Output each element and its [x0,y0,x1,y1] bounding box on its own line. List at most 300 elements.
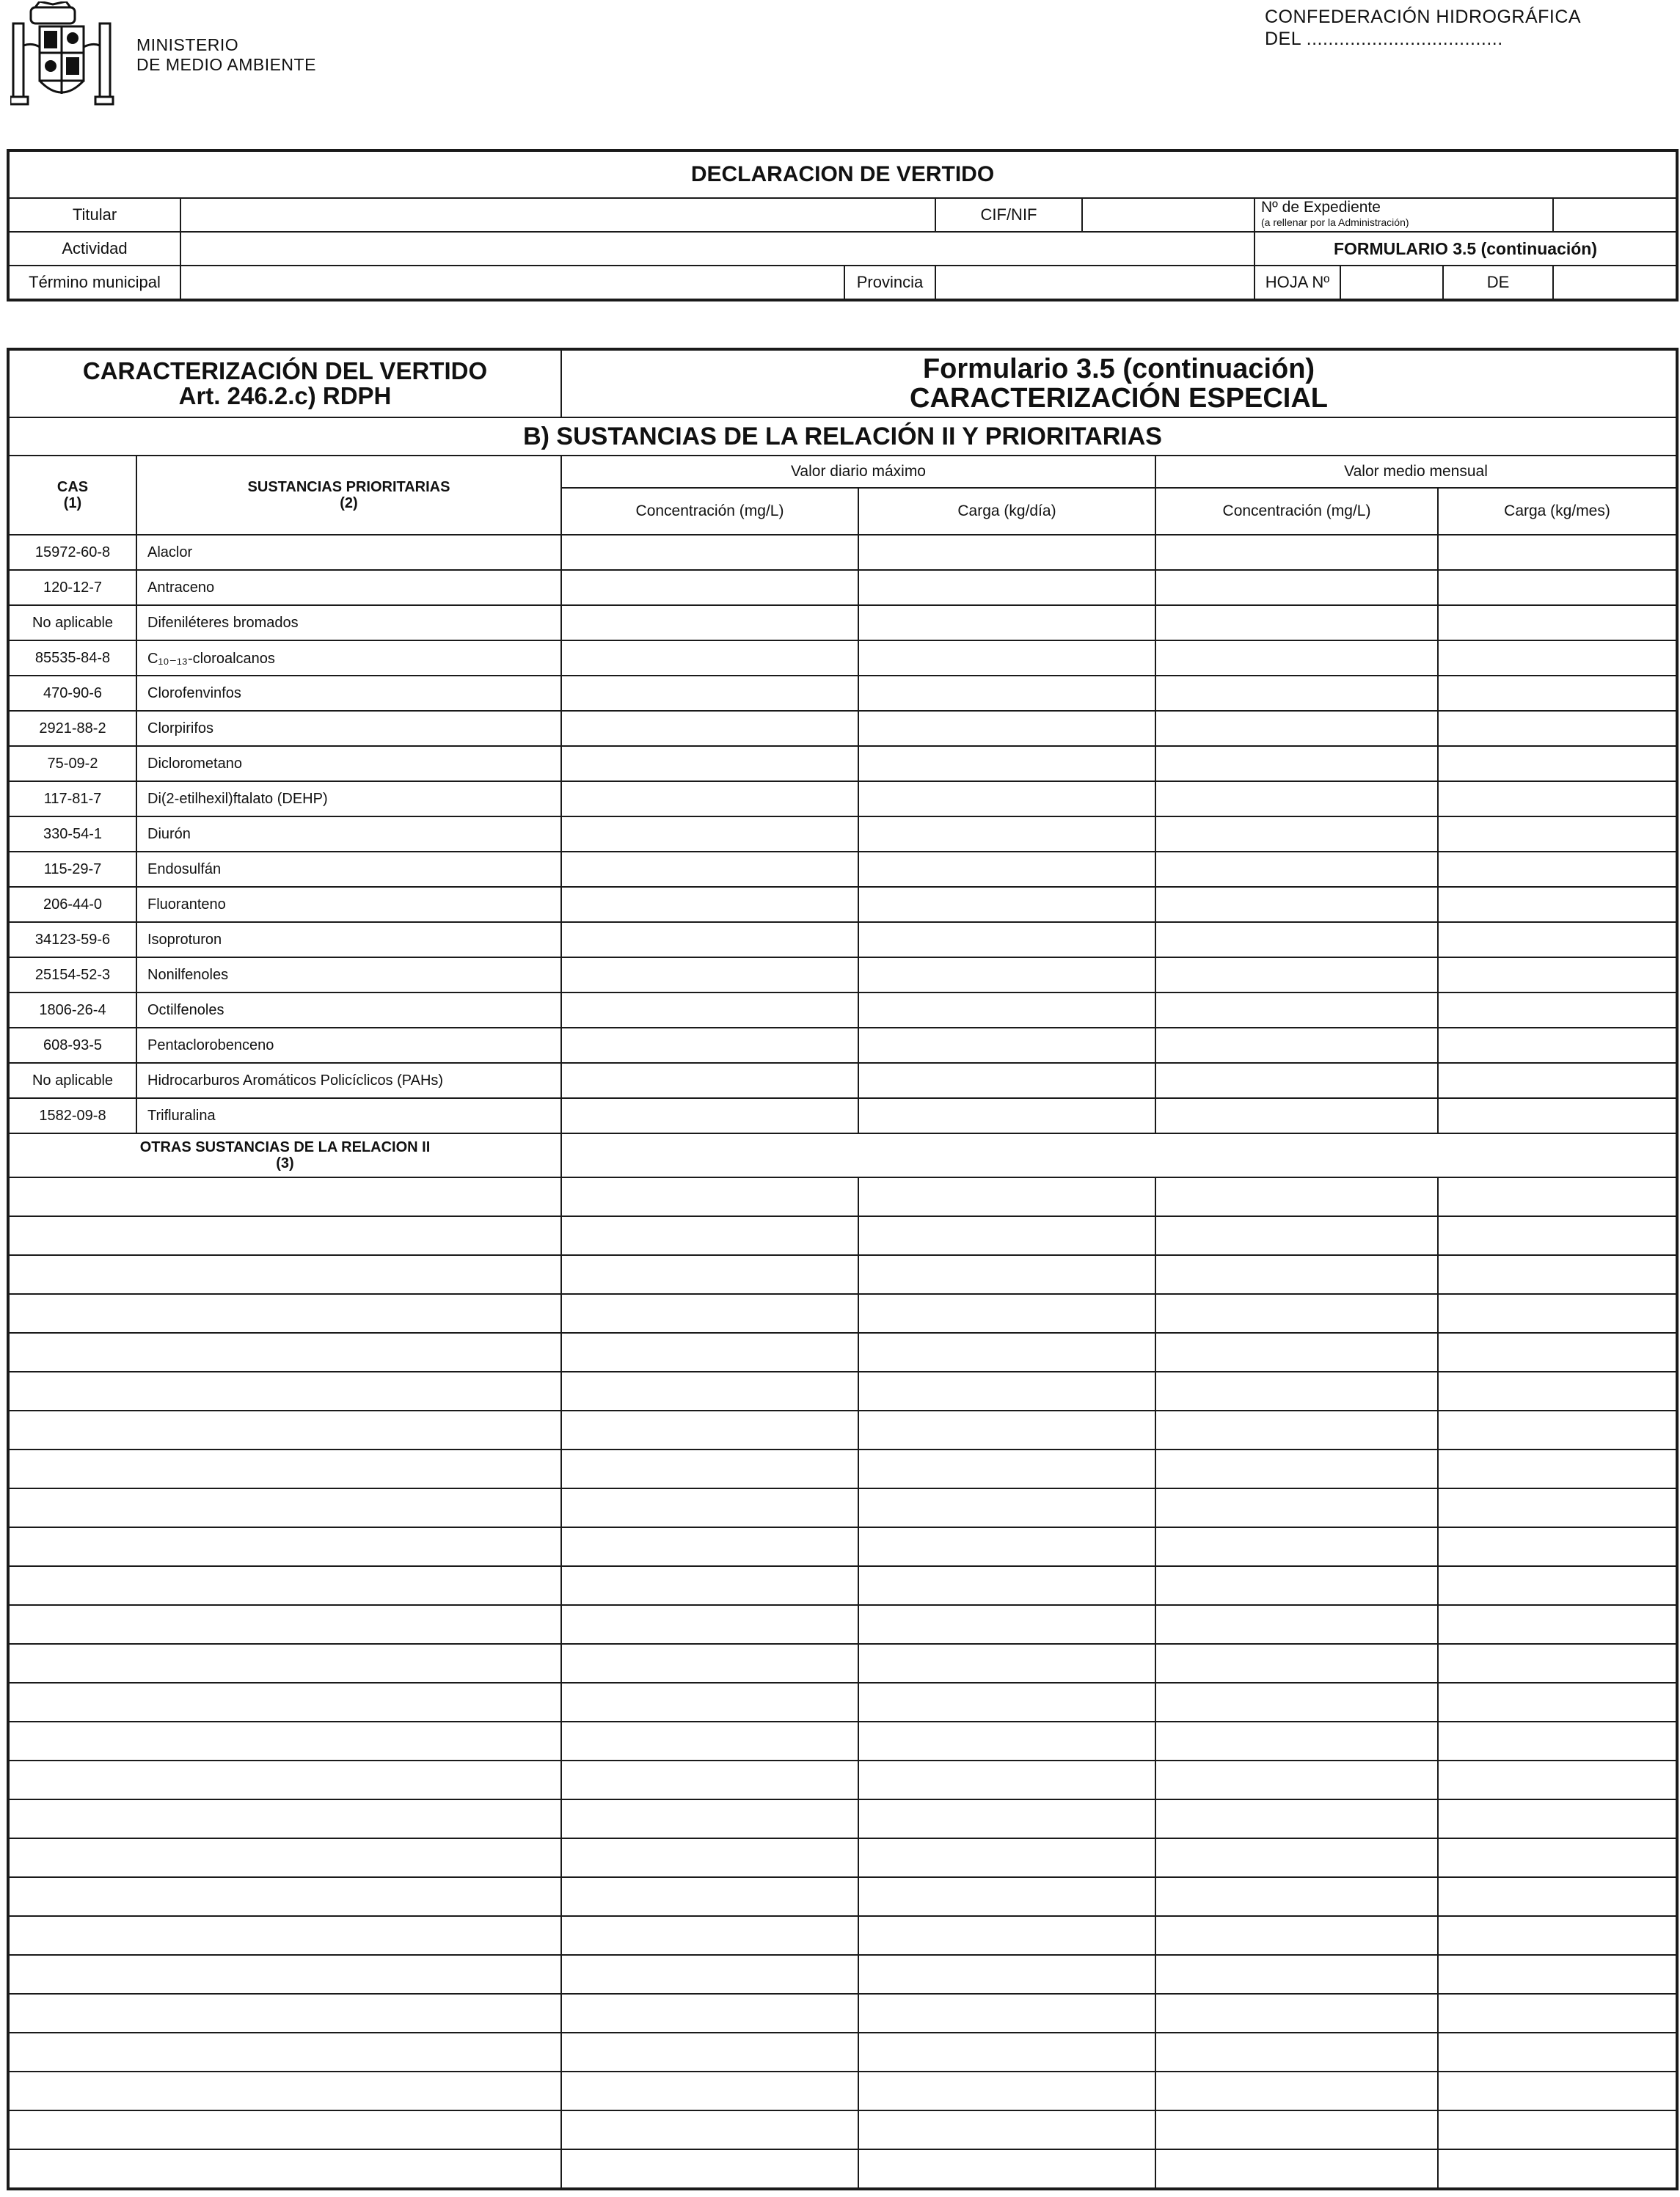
blank-row [8,1527,1677,1566]
ministry-line-1: MINISTERIO [136,35,239,54]
other-substance-field[interactable] [8,1566,561,1605]
conc-mensual-cell[interactable] [1155,1877,1438,1916]
conc-mensual-cell[interactable] [1155,676,1438,711]
conc-diario-cell[interactable] [561,1916,858,1955]
ministry-line-2: DE MEDIO AMBIENTE [136,55,316,74]
blank-row [8,1294,1677,1333]
blank-row [8,1605,1677,1644]
carga-dia-cell[interactable] [858,957,1155,993]
carga-dia-cell[interactable] [858,1372,1155,1411]
substance-name: Difeniléteres bromados [136,605,561,640]
carga-mes-cell[interactable] [1438,1994,1677,2033]
cas-number: 34123-59-6 [8,922,136,957]
substance-name: Octilfenoles [136,993,561,1028]
conc-mensual-cell[interactable] [1155,640,1438,676]
conc-diario-header: Concentración (mg/L) [561,488,858,535]
otras-header-text: OTRAS SUSTANCIAS DE LA RELACION II [139,1139,431,1155]
carga-dia-cell[interactable] [858,746,1155,781]
carga-mes-cell[interactable] [1438,2149,1677,2189]
conc-mensual-cell[interactable] [1155,1761,1438,1799]
carga-mes-cell[interactable] [1438,1450,1677,1488]
carga-dia-cell[interactable] [858,1527,1155,1566]
carga-dia-cell[interactable] [858,1799,1155,1838]
conc-diario-cell[interactable] [561,2149,858,2189]
conc-mensual-cell[interactable] [1155,570,1438,605]
substance-row [8,1098,1677,1133]
carga-mes-header: Carga (kg/mes) [1438,488,1677,535]
carga-dia-cell[interactable] [858,570,1155,605]
carga-mes-cell[interactable] [1438,640,1677,676]
substance-row [8,570,1677,605]
carga-dia-cell[interactable] [858,1722,1155,1761]
substance-row [8,605,1677,640]
other-substance-field[interactable] [8,1683,561,1722]
conc-mensual-cell[interactable] [1155,711,1438,746]
carga-mes-cell[interactable] [1438,2110,1677,2149]
declaration-table [7,149,1679,301]
other-substance-field[interactable] [8,1605,561,1644]
conc-diario-cell[interactable] [561,1722,858,1761]
carga-dia-cell[interactable] [858,1955,1155,1994]
conc-diario-cell[interactable] [561,852,858,887]
carga-mes-cell[interactable] [1438,1955,1677,1994]
cas-number: 117-81-7 [8,781,136,816]
confederacion-line-2: DEL .................................... [1265,29,1503,49]
carga-dia-cell[interactable] [858,1683,1155,1722]
carga-dia-cell[interactable] [858,1216,1155,1255]
carga-dia-cell[interactable] [858,1028,1155,1063]
titular-label: Titular [8,198,180,232]
conc-mensual-cell[interactable] [1155,1799,1438,1838]
conc-mensual-cell[interactable] [1155,1994,1438,2033]
provincia-field[interactable] [935,266,1254,300]
substance-row [8,887,1677,922]
blank-row [8,1916,1677,1955]
carga-dia-cell[interactable] [858,1098,1155,1133]
carga-mes-cell[interactable] [1438,781,1677,816]
termino-field[interactable] [180,266,844,300]
conc-diario-cell[interactable] [561,1028,858,1063]
caracterizacion-title-line-1: CARACTERIZACIÓN DEL VERTIDO [82,357,488,384]
carga-dia-cell[interactable] [858,1177,1155,1216]
conc-mensual-cell[interactable] [1155,1722,1438,1761]
other-substance-field[interactable] [8,1838,561,1877]
carga-mes-cell[interactable] [1438,1177,1677,1216]
carga-mes-cell[interactable] [1438,1838,1677,1877]
conc-diario-cell[interactable] [561,1994,858,2033]
conc-diario-cell[interactable] [561,711,858,746]
de-field[interactable] [1553,266,1677,300]
carga-dia-cell[interactable] [858,640,1155,676]
carga-mes-cell[interactable] [1438,1683,1677,1722]
other-substance-field[interactable] [8,1450,561,1488]
conc-mensual-cell[interactable] [1155,1411,1438,1450]
cas-header-note: (1) [63,495,82,511]
substance-name: Alaclor [136,535,561,570]
carga-dia-cell[interactable] [858,993,1155,1028]
conc-mensual-cell[interactable] [1155,922,1438,957]
conc-mensual-cell[interactable] [1155,1644,1438,1683]
carga-dia-cell[interactable] [858,2033,1155,2072]
carga-mes-cell[interactable] [1438,1294,1677,1333]
carga-dia-cell[interactable] [858,1450,1155,1488]
expediente-field[interactable] [1553,198,1677,232]
other-substance-field[interactable] [8,2110,561,2149]
blank-row [8,2033,1677,2072]
de-label: DE [1443,266,1553,300]
other-substance-field[interactable] [8,1955,561,1994]
conc-diario-cell[interactable] [561,2110,858,2149]
conc-diario-cell[interactable] [561,1761,858,1799]
blank-row [8,1372,1677,1411]
carga-mes-cell[interactable] [1438,922,1677,957]
other-substance-field[interactable] [8,1216,561,1255]
carga-dia-cell[interactable] [858,676,1155,711]
declaration-title: DECLARACION DE VERTIDO [8,150,1677,198]
substance-row [8,957,1677,993]
formulario-title-line-2: CARACTERIZACIÓN ESPECIAL [910,383,1329,414]
carga-mes-cell[interactable] [1438,852,1677,887]
termino-label: Término municipal [8,266,180,300]
conc-mensual-cell[interactable] [1155,2149,1438,2189]
carga-mes-cell[interactable] [1438,1527,1677,1566]
section-b-title: B) SUSTANCIAS DE LA RELACIÓN II Y PRIORITARIAS [8,417,1677,456]
other-substance-field[interactable] [8,2072,561,2110]
substance-row [8,676,1677,711]
carga-dia-cell[interactable] [858,1566,1155,1605]
carga-dia-cell[interactable] [858,1294,1155,1333]
conc-diario-cell[interactable] [561,1294,858,1333]
conc-diario-cell[interactable] [561,605,858,640]
conc-diario-cell[interactable] [561,993,858,1028]
conc-diario-cell[interactable] [561,957,858,993]
conc-diario-cell[interactable] [561,2072,858,2110]
carga-mes-cell[interactable] [1438,1722,1677,1761]
carga-mes-cell[interactable] [1438,711,1677,746]
carga-mes-cell[interactable] [1438,887,1677,922]
conc-diario-cell[interactable] [561,1063,858,1098]
carga-mes-cell[interactable] [1438,1488,1677,1527]
blank-row [8,1566,1677,1605]
conc-diario-cell[interactable] [561,1450,858,1488]
substance-name: Fluoranteno [136,887,561,922]
substance-row [8,993,1677,1028]
conc-diario-cell[interactable] [561,922,858,957]
actividad-label: Actividad [8,232,180,266]
substance-name: C₁₀₋₁₃-cloroalcanos [136,640,561,676]
carga-dia-cell[interactable] [858,1761,1155,1799]
substance-name: Nonilfenoles [136,957,561,993]
conc-mensual-cell[interactable] [1155,1177,1438,1216]
carga-mes-cell[interactable] [1438,1255,1677,1294]
cas-header-text: CAS [56,479,89,495]
other-substance-field[interactable] [8,1527,561,1566]
conc-diario-cell[interactable] [561,1799,858,1838]
caracterizacion-title-line-2: Art. 246.2.c) RDPH [178,382,392,409]
carga-mes-cell[interactable] [1438,1644,1677,1683]
blank-row [8,1216,1677,1255]
conc-diario-cell[interactable] [561,1683,858,1722]
cas-number: 15972-60-8 [8,535,136,570]
other-substance-field[interactable] [8,2149,561,2189]
carga-mes-cell[interactable] [1438,1877,1677,1916]
carga-dia-cell[interactable] [858,535,1155,570]
conc-diario-cell[interactable] [561,1411,858,1450]
cas-number: 1582-09-8 [8,1098,136,1133]
substance-row [8,1028,1677,1063]
carga-dia-cell[interactable] [858,1488,1155,1527]
substance-name: Clorofenvinfos [136,676,561,711]
actividad-field[interactable] [180,232,1254,266]
conc-diario-cell[interactable] [561,570,858,605]
carga-mes-cell[interactable] [1438,1761,1677,1799]
conc-mensual-cell[interactable] [1155,2033,1438,2072]
carga-dia-cell[interactable] [858,1333,1155,1372]
conc-mensual-cell[interactable] [1155,993,1438,1028]
substance-name: Diurón [136,816,561,852]
cas-number: 470-90-6 [8,676,136,711]
blank-row [8,1411,1677,1450]
conc-mensual-cell[interactable] [1155,1566,1438,1605]
conc-mensual-cell[interactable] [1155,1255,1438,1294]
blank-row [8,1255,1677,1294]
other-substance-field[interactable] [8,1799,561,1838]
conc-mensual-cell[interactable] [1155,887,1438,922]
carga-mes-cell[interactable] [1438,1566,1677,1605]
carga-dia-cell[interactable] [858,1063,1155,1098]
conc-mensual-cell[interactable] [1155,535,1438,570]
carga-mes-cell[interactable] [1438,1063,1677,1098]
substance-name: Antraceno [136,570,561,605]
carga-mes-cell[interactable] [1438,2033,1677,2072]
cas-header [8,456,136,535]
conc-diario-cell[interactable] [561,887,858,922]
conc-diario-cell[interactable] [561,1098,858,1133]
other-substance-field[interactable] [8,2033,561,2072]
carga-dia-cell[interactable] [858,1838,1155,1877]
blank-row [8,1177,1677,1216]
other-substance-field[interactable] [8,1177,561,1216]
conc-mensual-header: Concentración (mg/L) [1155,488,1438,535]
conc-diario-cell[interactable] [561,1877,858,1916]
conc-mensual-cell[interactable] [1155,1488,1438,1527]
substance-row [8,852,1677,887]
carga-dia-cell[interactable] [858,922,1155,957]
conc-mensual-cell[interactable] [1155,1098,1438,1133]
blank-row [8,2149,1677,2189]
conc-diario-cell[interactable] [561,535,858,570]
carga-dia-cell[interactable] [858,1916,1155,1955]
caracterizacion-title [8,349,561,417]
conc-mensual-cell[interactable] [1155,1955,1438,1994]
cas-number: 1806-26-4 [8,993,136,1028]
conc-diario-cell[interactable] [561,816,858,852]
other-substance-field[interactable] [8,1722,561,1761]
other-substance-field[interactable] [8,1333,561,1372]
carga-dia-cell[interactable] [858,781,1155,816]
conc-mensual-cell[interactable] [1155,1294,1438,1333]
blank-row [8,1450,1677,1488]
conc-diario-cell[interactable] [561,1255,858,1294]
conc-mensual-cell[interactable] [1155,746,1438,781]
carga-dia-cell[interactable] [858,1877,1155,1916]
conc-diario-cell[interactable] [561,1527,858,1566]
conc-mensual-cell[interactable] [1155,2110,1438,2149]
carga-mes-cell[interactable] [1438,1916,1677,1955]
conc-diario-cell[interactable] [561,2033,858,2072]
sustancias-header [136,456,561,535]
conc-mensual-cell[interactable] [1155,1372,1438,1411]
sustancias-header-note: (2) [340,495,358,511]
other-substance-field[interactable] [8,1916,561,1955]
formulario-title-line-1: Formulario 3.5 (continuación) [922,354,1315,384]
coat-of-arms-logo [10,1,128,112]
expediente-text: Nº de Expediente [1261,199,1381,216]
conc-diario-cell[interactable] [561,640,858,676]
conc-diario-cell[interactable] [561,1566,858,1605]
carga-dia-cell[interactable] [858,887,1155,922]
carga-dia-cell[interactable] [858,1605,1155,1644]
other-substance-field[interactable] [8,1488,561,1527]
conc-diario-cell[interactable] [561,1333,858,1372]
formulario-title [561,349,1677,417]
conc-diario-cell[interactable] [561,746,858,781]
cas-number: No aplicable [8,605,136,640]
conc-mensual-cell[interactable] [1155,1063,1438,1098]
cas-number: No aplicable [8,1063,136,1098]
substance-name: Endosulfán [136,852,561,887]
other-substance-field[interactable] [8,1877,561,1916]
hoja-field[interactable] [1340,266,1443,300]
blank-row [8,1838,1677,1877]
carga-mes-cell[interactable] [1438,1799,1677,1838]
cas-number: 115-29-7 [8,852,136,887]
expediente-label [1254,198,1553,232]
conc-mensual-cell[interactable] [1155,1450,1438,1488]
carga-dia-cell[interactable] [858,1411,1155,1450]
carga-mes-cell[interactable] [1438,816,1677,852]
conc-mensual-cell[interactable] [1155,957,1438,993]
titular-field[interactable] [180,198,935,232]
substance-row [8,640,1677,676]
other-substance-field[interactable] [8,1372,561,1411]
carga-mes-cell[interactable] [1438,2072,1677,2110]
substance-name: Isoproturon [136,922,561,957]
carga-mes-cell[interactable] [1438,957,1677,993]
substance-name: Diclorometano [136,746,561,781]
carga-mes-cell[interactable] [1438,1028,1677,1063]
conc-mensual-cell[interactable] [1155,2072,1438,2110]
conc-mensual-cell[interactable] [1155,1605,1438,1644]
carga-mes-cell[interactable] [1438,1333,1677,1372]
blank-row [8,1761,1677,1799]
conc-mensual-cell[interactable] [1155,1333,1438,1372]
conc-mensual-cell[interactable] [1155,852,1438,887]
other-substance-field[interactable] [8,1294,561,1333]
other-substance-field[interactable] [8,1644,561,1683]
cas-number: 608-93-5 [8,1028,136,1063]
conc-mensual-cell[interactable] [1155,1216,1438,1255]
carga-dia-cell[interactable] [858,852,1155,887]
other-substance-field[interactable] [8,1761,561,1799]
other-substance-field[interactable] [8,1411,561,1450]
valor-medio-header: Valor medio mensual [1155,456,1677,488]
carga-mes-cell[interactable] [1438,1605,1677,1644]
blank-row [8,2110,1677,2149]
conc-diario-cell[interactable] [561,676,858,711]
conc-mensual-cell[interactable] [1155,1838,1438,1877]
carga-dia-cell[interactable] [858,2110,1155,2149]
carga-dia-cell[interactable] [858,1994,1155,2033]
conc-mensual-cell[interactable] [1155,1527,1438,1566]
substance-row [8,781,1677,816]
carga-dia-cell[interactable] [858,711,1155,746]
confederacion-label [1265,6,1581,50]
carga-dia-cell[interactable] [858,605,1155,640]
cif-label: CIF/NIF [935,198,1082,232]
otras-header-row [8,1133,1677,1177]
conc-diario-cell[interactable] [561,1216,858,1255]
conc-mensual-cell[interactable] [1155,1683,1438,1722]
expediente-note: (a rellenar por la Administración) [1261,216,1409,228]
conc-diario-cell[interactable] [561,1177,858,1216]
confederacion-line-1: CONFEDERACIÓN HIDROGRÁFICA [1265,7,1582,27]
carga-dia-cell[interactable] [858,2072,1155,2110]
conc-diario-cell[interactable] [561,1488,858,1527]
carga-mes-cell[interactable] [1438,1098,1677,1133]
blank-row [8,1955,1677,1994]
carga-mes-cell[interactable] [1438,605,1677,640]
carga-dia-cell[interactable] [858,816,1155,852]
blank-row [8,1683,1677,1722]
carga-mes-cell[interactable] [1438,535,1677,570]
carga-mes-cell[interactable] [1438,570,1677,605]
cas-number: 85535-84-8 [8,640,136,676]
substance-row [8,746,1677,781]
conc-diario-cell[interactable] [561,1955,858,1994]
hoja-label: HOJA Nº [1254,266,1340,300]
carga-dia-cell[interactable] [858,1255,1155,1294]
substance-row [8,711,1677,746]
carga-mes-cell[interactable] [1438,676,1677,711]
other-substance-field[interactable] [8,1255,561,1294]
substance-name: Hidrocarburos Aromáticos Policíclicos (PAHs) [136,1063,561,1098]
carga-dia-cell[interactable] [858,1644,1155,1683]
cif-field[interactable] [1082,198,1254,232]
other-substance-field[interactable] [8,1994,561,2033]
formulario-label: FORMULARIO 3.5 (continuación) [1254,232,1677,266]
carga-mes-cell[interactable] [1438,1372,1677,1411]
conc-mensual-cell[interactable] [1155,1916,1438,1955]
conc-mensual-cell[interactable] [1155,605,1438,640]
blank-row [8,1333,1677,1372]
conc-diario-cell[interactable] [561,1605,858,1644]
carga-mes-cell[interactable] [1438,1216,1677,1255]
carga-mes-cell[interactable] [1438,993,1677,1028]
conc-mensual-cell[interactable] [1155,781,1438,816]
substance-name: Di(2-etilhexil)ftalato (DEHP) [136,781,561,816]
conc-diario-cell[interactable] [561,1372,858,1411]
conc-mensual-cell[interactable] [1155,1028,1438,1063]
carga-mes-cell[interactable] [1438,1411,1677,1450]
carga-mes-cell[interactable] [1438,746,1677,781]
conc-diario-cell[interactable] [561,1838,858,1877]
conc-diario-cell[interactable] [561,1644,858,1683]
caracterizacion-table [7,348,1679,2190]
carga-dia-cell[interactable] [858,2149,1155,2189]
conc-diario-cell[interactable] [561,781,858,816]
conc-mensual-cell[interactable] [1155,816,1438,852]
